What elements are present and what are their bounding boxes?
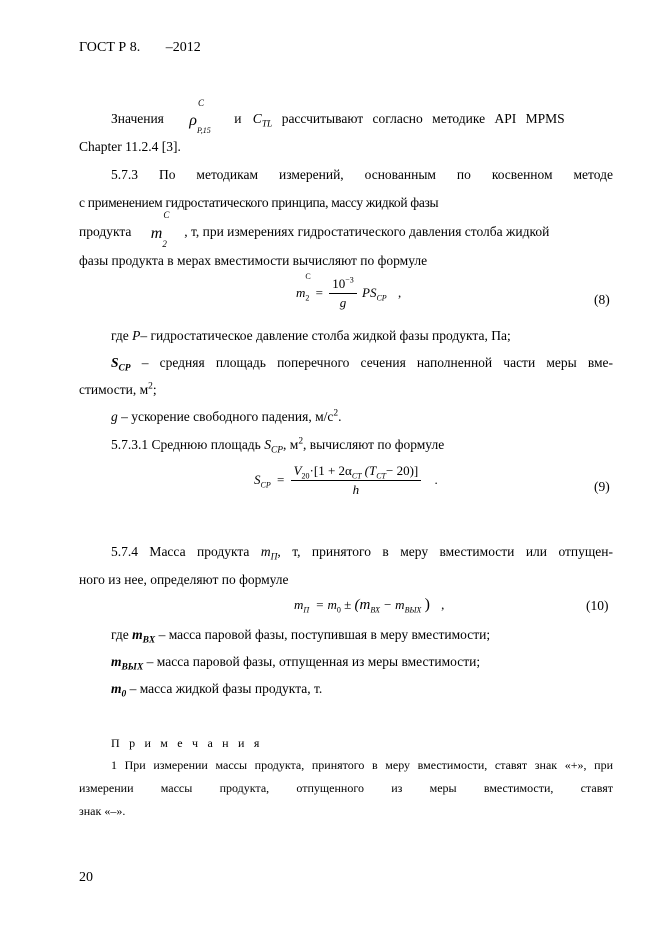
eq8-equals: = — [315, 284, 323, 300]
s-cp-symbol-2: $S_{CP}$ — [264, 437, 284, 456]
header-year: –2012 — [165, 40, 201, 55]
p5731-line: 5.7.3.1 Среднюю площадь $S_{CP}$, $м^2$, вычисляют по формуле — [111, 436, 445, 456]
eq9-period: . — [434, 471, 438, 487]
p573-line3-rest: , т, при измерениях гидростатического давления столба жидкой — [184, 224, 550, 239]
notes-line3: знак «–». — [79, 804, 126, 818]
p574-line1: 5.7.4 Масса продукта $m_П$, т, принятого в меру вместимости или отпущен- — [111, 544, 614, 563]
p574-line2: ного из нее, определяют по формуле — [79, 572, 289, 587]
where-mbyx-line: $m_{ВЫХ}$ – масса паровой фазы, отпущенная из меры вместимости; — [111, 654, 481, 673]
p573-line1: 5.7.3 По методикам измерений, основанным по косвенном методе — [111, 167, 613, 182]
notes-line2: измерении массы продукта, отпущенного из меры вместимости, ставят — [79, 781, 613, 795]
eq10-number: (10) — [586, 598, 609, 613]
where-p-line: где P– гидростатическое давление столба жидкой фазы продукта, Па; — [111, 328, 511, 343]
m2c-symbol: m C $_2$ — [150, 210, 170, 250]
m-0-symbol: $m_0$ — [111, 681, 127, 700]
equation-9 — [254, 464, 438, 498]
ctl-symbol: $C_{TL}$ — [252, 111, 273, 130]
eq9-equals: = — [276, 471, 285, 487]
and-word: и — [234, 111, 242, 126]
where-m0-line: $m_0$ – масса жидкой фазы продукта, т. — [111, 681, 323, 700]
p573-line4: фазы продукта в мерах вместимости вычисляют по формуле — [79, 253, 428, 268]
eq8-lhs: m С $_2$ — [296, 271, 311, 303]
g-symbol: g — [111, 409, 118, 424]
eq8-comma: , — [397, 284, 402, 300]
header-standard: ГОСТ Р 8. — [79, 40, 141, 55]
m-byx-symbol: $m_{ВЫХ}$ — [111, 654, 144, 673]
where-s-line: $S_{CP}$ – средняя площадь поперечного сечения наполненной части меры вме- — [111, 355, 613, 374]
p573-line3-product: продукта — [79, 224, 132, 239]
where-g-line: g – ускорение свободного падения, $м/с^2$. — [111, 408, 342, 424]
values-paragraph-line1 — [111, 98, 613, 136]
m-p-symbol: $m_П$ — [260, 544, 278, 563]
where-mbx-line: где $m_{BX}$ – масса паровой фазы, поступившая в меру вместимости; — [111, 627, 491, 646]
s-cp-symbol: $S_{CP}$ — [111, 355, 131, 374]
m-bx-symbol: $m_{BX}$ — [132, 627, 156, 646]
eq9-lhs: $S_{СР}$ — [254, 471, 271, 490]
notes-line1: 1 При измерении массы продукта, принятого в меру вместимости, ставят знак «+», при — [111, 758, 613, 772]
p573-line3 — [79, 210, 550, 250]
rho-symbol: ρ C $_{P,15}$ — [189, 98, 211, 136]
document-header — [79, 40, 201, 56]
equation-8 — [296, 271, 402, 311]
eq8-fraction: $\frac{10^{-3}}{g}$ — [329, 277, 357, 311]
values-rest: рассчитывают согласно методике API MPMS — [281, 111, 565, 126]
eq8-body: $PS_{СР}$ — [362, 284, 387, 303]
p-symbol: P — [132, 328, 141, 343]
values-word: Значения — [111, 111, 164, 126]
values-paragraph-line2: Chapter 11.2.4 [3]. — [79, 139, 181, 154]
eq9-number: (9) — [594, 479, 610, 494]
page-number: 20 — [79, 870, 93, 885]
notes-title: П р и м е ч а н и я — [111, 736, 263, 750]
equation-10: $m_П = m_0 \pm (m_{ВХ} - m_{ВЫХ}$ ) , — [294, 596, 445, 615]
where-s-line2: стимости, $м^2$; — [79, 381, 157, 397]
eq9-fraction: $\frac{V_{20}\cdot[1 + 2\alpha_{СТ} (T_{СТ}- 20)]}{h}$ — [291, 464, 422, 498]
p573-line2: с применением гидростатического принципа, массу жидкой фазы — [79, 195, 439, 210]
eq8-number: (8) — [594, 292, 610, 307]
